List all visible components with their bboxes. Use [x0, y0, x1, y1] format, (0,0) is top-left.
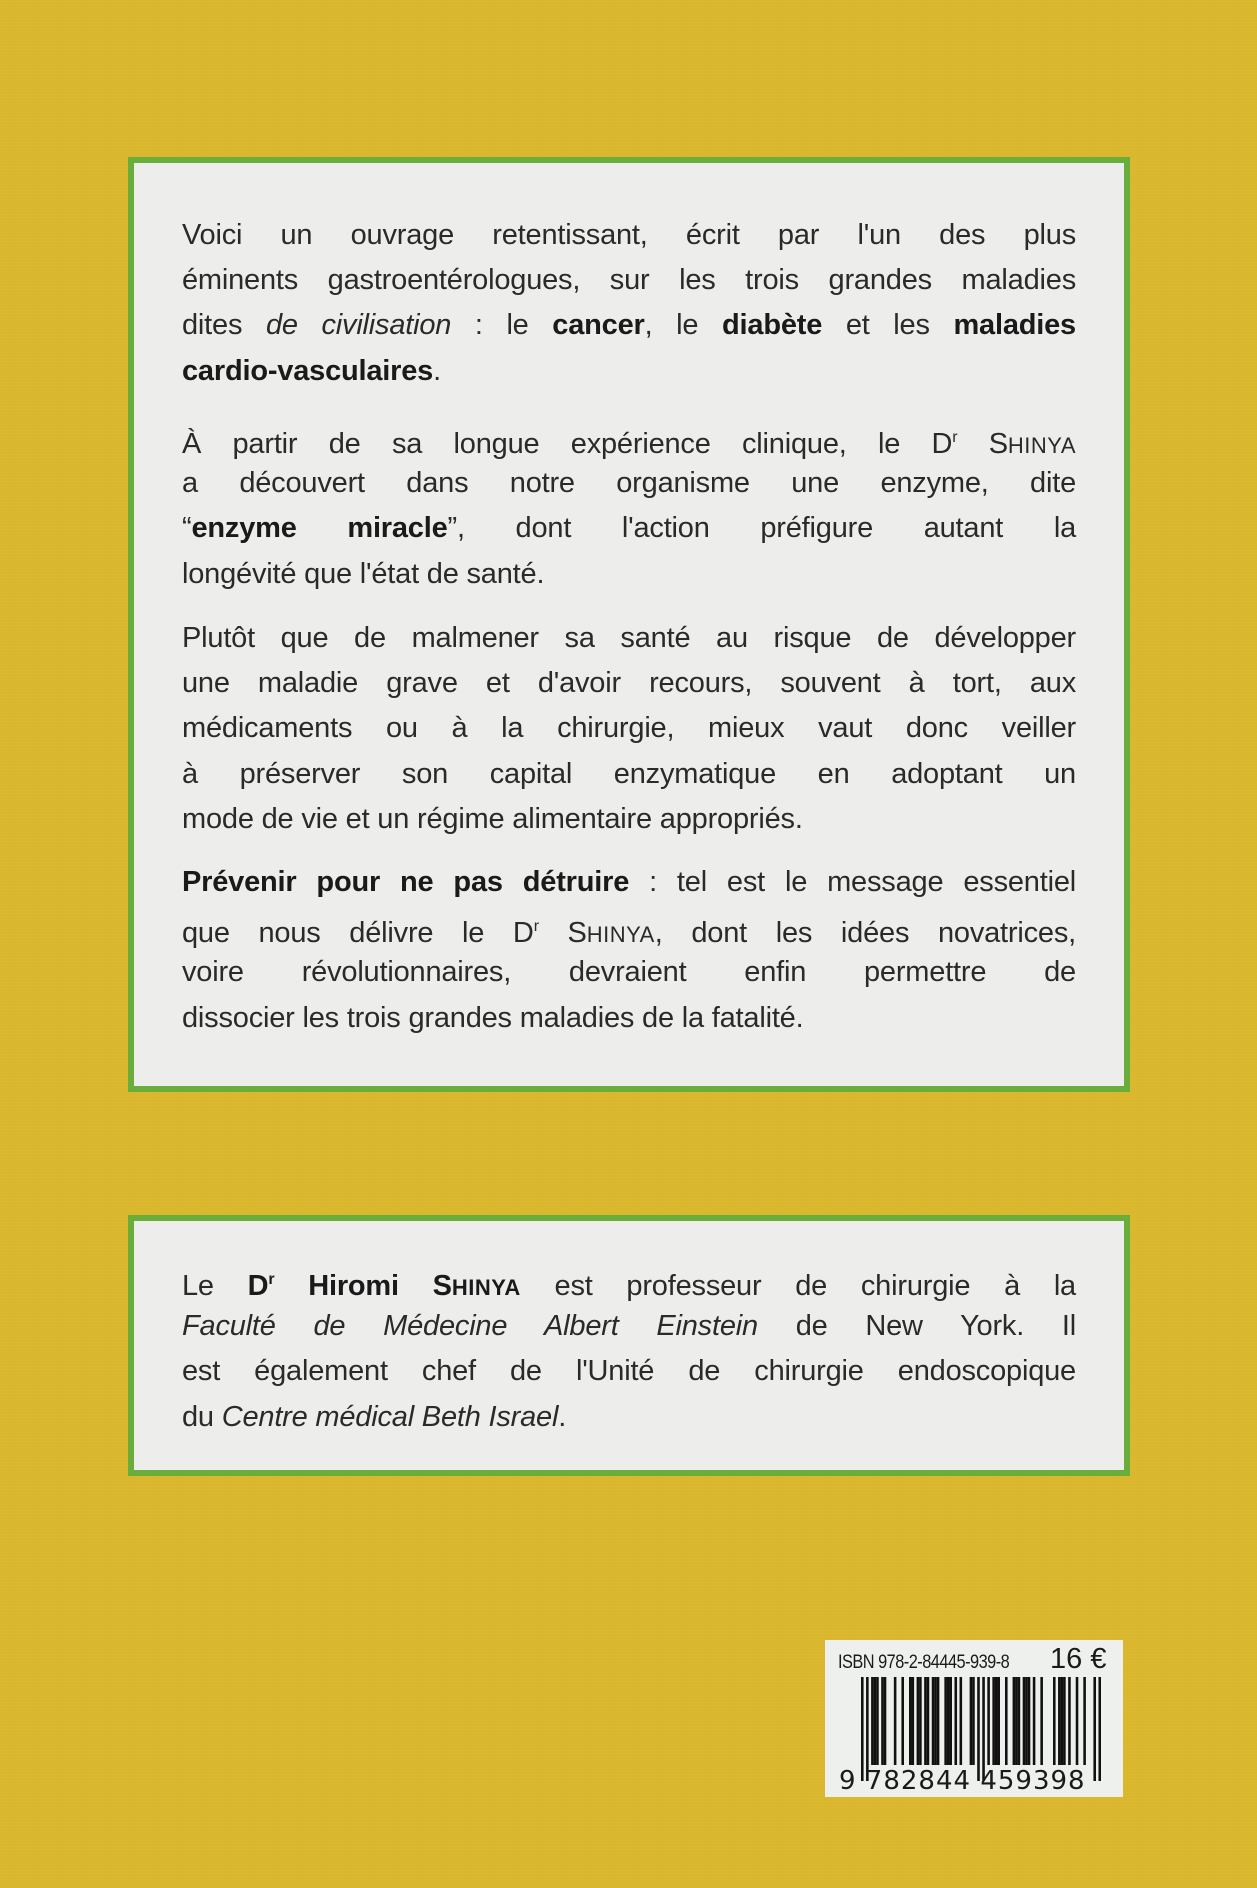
summary-paragraph-4-line: que nous délivre le $D^r$ SHINYA, dont les idées novatrices,	[182, 917, 1076, 950]
summary-paragraph-1-line: cardio-vasculaires.	[182, 354, 441, 387]
isbn-number: ISBN 978-2-84445-939-8	[838, 1652, 1010, 1673]
author-bio-line: est également chef de l'Unité de chirurgie endoscopique	[182, 1355, 1076, 1388]
author-bio-panel	[128, 1215, 1130, 1476]
summary-paragraph-2-line: a découvert dans notre organisme une enzyme, dite	[182, 467, 1076, 500]
author-bio-line: du Centre médical Beth Israel.	[182, 1401, 567, 1434]
author-bio-line: Faculté de Médecine Albert Einstein de New York. Il	[182, 1309, 1076, 1342]
summary-paragraph-4-line: Prévenir pour ne pas détruire : tel est le message essentiel	[182, 866, 1076, 898]
summary-paragraph-3-line: mode de vie et un régime alimentaire appropriés.	[182, 802, 803, 835]
price: 16 €	[1050, 1643, 1107, 1675]
isbn-barcode-label	[825, 1640, 1123, 1797]
summary-paragraph-4-line: voire révolutionnaires, devraient enfin permettre de	[182, 956, 1076, 989]
summary-paragraph-4-line: dissocier les trois grandes maladies de la fatalité.	[182, 1001, 804, 1034]
summary-paragraph-3-line: une maladie grave et d'avoir recours, souvent à tort, aux	[182, 667, 1076, 700]
summary-paragraph-2-line: “enzyme miracle”, dont l'action préfigure autant la	[182, 512, 1076, 545]
summary-paragraph-3-line: médicaments ou à la chirurgie, mieux vaut donc veiller	[182, 712, 1076, 745]
summary-paragraph-3-line: Plutôt que de malmener sa santé au risque de développer	[182, 622, 1076, 654]
summary-paragraph-2-line: À partir de sa longue expérience clinique, le $D^r$ SHINYA	[182, 428, 1077, 460]
summary-paragraph-1-line: dites de civilisation : le cancer, le diabète et les maladies	[182, 309, 1076, 342]
summary-paragraph-2-line: longévité que l'état de santé.	[182, 557, 545, 590]
summary-paragraph-3-line: à préserver son capital enzymatique en adoptant un	[182, 757, 1076, 790]
summary-paragraph-1-line: éminents gastroentérologues, sur les trois grandes maladies	[182, 264, 1076, 297]
barcode-digits: 9 782844 459398	[839, 1766, 1086, 1796]
author-bio-line: Le $D^r$ Hiromi SHINYA est professeur de chirurgie à la	[182, 1270, 1076, 1302]
summary-paragraph-1-line: Voici un ouvrage retentissant, écrit par l'un des plus	[182, 219, 1076, 251]
summary-panel	[128, 157, 1130, 1092]
